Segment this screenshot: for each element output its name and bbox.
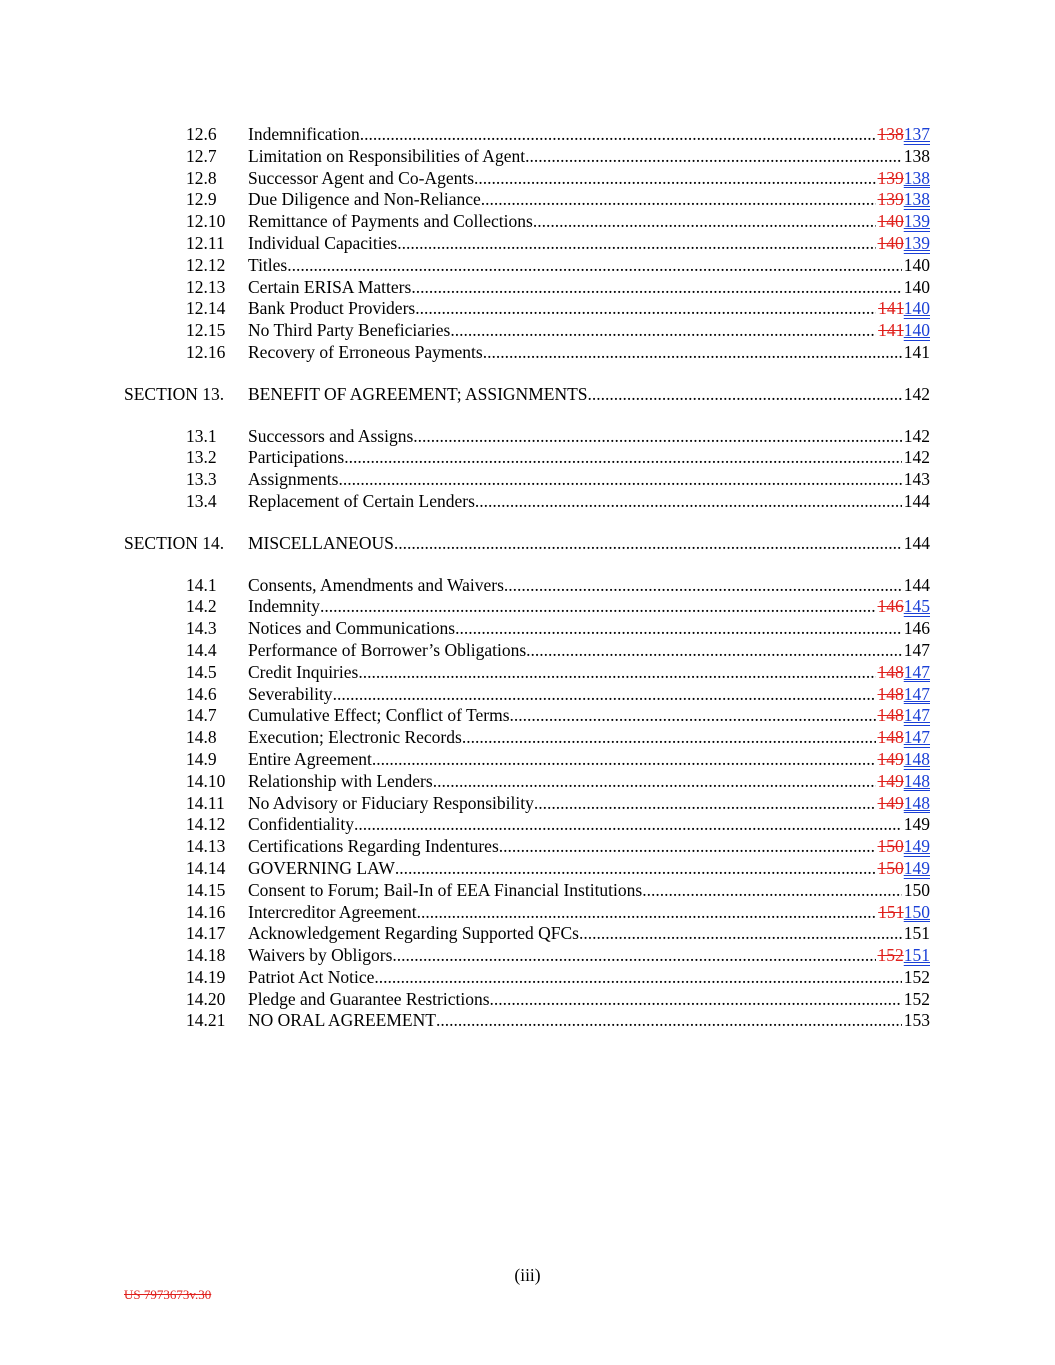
page-number: (iii) xyxy=(514,1265,541,1285)
inserted-page-number: 138 xyxy=(903,167,930,188)
toc-entry-title-text: Notices and Communications xyxy=(248,618,456,639)
toc-entry-page: 140 xyxy=(903,254,930,275)
toc-entry-title-text: Bank Product Providers xyxy=(248,298,416,319)
toc-entry-title xyxy=(248,146,930,168)
toc-entry-page: 144 xyxy=(903,574,930,595)
toc-entry-page xyxy=(876,596,931,618)
deleted-page-number: 150 xyxy=(877,857,904,878)
toc-entry-page: 149 xyxy=(903,814,930,835)
toc-entry-title xyxy=(248,880,930,902)
toc-entry-title xyxy=(248,814,930,836)
dot-leader xyxy=(433,771,930,793)
toc-entry-title-text: Intercreditor Agreement xyxy=(248,901,417,922)
toc-entry-page: 141 xyxy=(903,341,930,362)
toc-entry-title-text: Consent to Forum; Bail-In of EEA Financial Institutions xyxy=(248,879,643,900)
toc-entry-title xyxy=(248,640,930,662)
toc-entry-title xyxy=(248,749,930,771)
toc-entry-title xyxy=(248,124,930,146)
toc-entry-number: 13.1 xyxy=(186,425,217,446)
toc-entry-number: 12.8 xyxy=(186,167,217,188)
toc-entry-page xyxy=(876,858,931,880)
toc-entry-number: 12.9 xyxy=(186,189,217,210)
toc-entry xyxy=(0,793,1055,815)
dot-leader xyxy=(360,124,930,146)
dot-leader xyxy=(415,298,930,320)
dot-leader xyxy=(413,426,930,448)
toc-entry-number: 14.14 xyxy=(186,857,226,878)
toc-entry xyxy=(0,124,1055,146)
toc-entry-number: 12.6 xyxy=(186,124,217,144)
toc-entry xyxy=(0,902,1055,924)
dot-leader xyxy=(374,967,930,989)
dot-leader xyxy=(483,342,930,364)
toc-entry xyxy=(0,575,1055,597)
toc-entry-page: 144 xyxy=(903,490,930,511)
deleted-page-number: 152 xyxy=(877,945,904,966)
inserted-page-number: 150 xyxy=(903,901,930,922)
toc-entry-number: 14.1 xyxy=(186,574,217,595)
deleted-page-number: 149 xyxy=(877,770,904,791)
toc-entry-title-text: No Third Party Beneficiaries xyxy=(248,320,451,341)
toc-entry-title xyxy=(248,705,930,727)
toc-entry-title xyxy=(248,575,930,597)
toc-entry-title xyxy=(248,684,930,706)
toc-entry xyxy=(0,491,1055,513)
dot-leader xyxy=(338,469,930,491)
inserted-page-number: 148 xyxy=(903,792,930,813)
toc-entry-page xyxy=(876,749,931,771)
toc-entry xyxy=(0,989,1055,1011)
toc-entry-page: 142 xyxy=(903,425,930,446)
toc-entry-title xyxy=(248,662,930,684)
toc-entry-page: 151 xyxy=(903,923,930,944)
toc-entry-page xyxy=(876,705,931,727)
toc-entry-page: 144 xyxy=(903,532,930,553)
dot-leader xyxy=(333,684,930,706)
toc-entry-page: 140 xyxy=(903,276,930,297)
inserted-page-number: 149 xyxy=(903,836,930,857)
toc-entry-title xyxy=(248,384,930,406)
dot-leader xyxy=(475,491,930,513)
toc-entry xyxy=(0,662,1055,684)
toc-entry-title-text: Indemnity xyxy=(248,596,320,617)
toc-entry xyxy=(0,1010,1055,1032)
toc-entry-page xyxy=(876,793,931,815)
toc-entry xyxy=(0,640,1055,662)
dot-leader xyxy=(397,233,930,255)
dot-leader xyxy=(642,880,930,902)
toc-entry xyxy=(0,814,1055,836)
toc-entry-number: SECTION 13. xyxy=(124,383,225,404)
toc-entry-title-text: Waivers by Obligors xyxy=(248,945,393,966)
deleted-page-number: 141 xyxy=(878,320,904,341)
toc-entry-title-text: No Advisory or Fiduciary Responsibility xyxy=(248,792,534,813)
toc-entry-number: 12.10 xyxy=(186,211,226,232)
deleted-page-number: 140 xyxy=(877,232,904,253)
dot-leader xyxy=(525,146,930,168)
deleted-page-number: 151 xyxy=(878,901,904,922)
toc-entry-title-text: NO ORAL AGREEMENT xyxy=(248,1010,436,1031)
toc-entry-number: 14.7 xyxy=(186,705,217,726)
inserted-page-number: 147 xyxy=(903,727,930,748)
toc-entry-title xyxy=(248,491,930,513)
toc-entry-title-text: Recovery of Erroneous Payments xyxy=(248,341,483,362)
toc-entry-title-text: Execution; Electronic Records xyxy=(248,727,462,748)
table-of-contents xyxy=(0,124,1055,1032)
inserted-page-number: 138 xyxy=(903,189,930,210)
dot-leader xyxy=(504,575,930,597)
inserted-page-number: 148 xyxy=(903,770,930,791)
toc-entry-number: 12.12 xyxy=(186,254,226,275)
toc-entry-title-text: Remittance of Payments and Collections xyxy=(248,211,533,232)
toc-entry-page: 142 xyxy=(903,447,930,468)
deleted-page-number: 141 xyxy=(878,298,904,319)
toc-entry-page: 147 xyxy=(903,639,930,660)
toc-entry-title-text: Successor Agent and Co-Agents xyxy=(248,167,475,188)
deleted-page-number: 146 xyxy=(877,596,904,617)
toc-entry-page: 142 xyxy=(903,383,930,404)
toc-entry-title-text: Assignments xyxy=(248,469,339,490)
toc-entry xyxy=(0,233,1055,255)
dot-leader xyxy=(344,447,930,469)
inserted-page-number: 148 xyxy=(903,748,930,769)
document-id: US 7973673v.30 xyxy=(124,1287,212,1302)
toc-entry-title xyxy=(248,533,930,555)
toc-entry-title-text: Replacement of Certain Lenders xyxy=(248,490,475,511)
toc-entry-number: 14.5 xyxy=(186,661,217,682)
toc-entry-page xyxy=(876,771,931,793)
inserted-page-number: 139 xyxy=(903,232,930,253)
toc-entry xyxy=(0,727,1055,749)
toc-entry-title-text: Performance of Borrower’s Obligations xyxy=(248,639,527,660)
inserted-page-number: 147 xyxy=(903,705,930,726)
dot-leader xyxy=(462,727,930,749)
toc-entry-title-text: Titles xyxy=(248,254,288,275)
toc-entry xyxy=(0,189,1055,211)
toc-entry xyxy=(0,945,1055,967)
toc-entry xyxy=(0,469,1055,491)
toc-entry-number: 12.11 xyxy=(186,232,225,253)
toc-entry xyxy=(0,255,1055,277)
toc-entry xyxy=(0,211,1055,233)
toc-entry-title xyxy=(248,1010,930,1032)
dot-leader xyxy=(481,189,930,211)
toc-entry-page xyxy=(876,836,931,858)
dot-leader xyxy=(320,596,930,618)
toc-entry-number: 13.2 xyxy=(186,447,217,468)
toc-entry-title-text: Severability xyxy=(248,683,333,704)
inserted-page-number: 145 xyxy=(903,596,930,617)
deleted-page-number: 140 xyxy=(877,211,904,232)
toc-entry-title-text: Consents, Amendments and Waivers xyxy=(248,574,504,595)
toc-entry-number: 12.15 xyxy=(186,320,226,341)
toc-entry-title-text: Indemnification xyxy=(248,124,360,144)
deleted-page-number: 149 xyxy=(877,792,904,813)
toc-entry-page: 153 xyxy=(903,1010,930,1031)
toc-entry-page xyxy=(876,945,931,967)
toc-entry xyxy=(0,705,1055,727)
dot-leader xyxy=(411,277,930,299)
toc-section-heading xyxy=(0,384,1055,406)
dot-leader xyxy=(490,989,930,1011)
dot-leader xyxy=(450,320,930,342)
deleted-page-number: 148 xyxy=(877,661,904,682)
toc-entry-number: 14.4 xyxy=(186,639,217,660)
toc-entry-number: 14.17 xyxy=(186,923,226,944)
dot-leader xyxy=(372,749,930,771)
toc-entry xyxy=(0,447,1055,469)
inserted-page-number: 137 xyxy=(903,124,930,144)
dot-leader xyxy=(510,705,930,727)
toc-entry-title-text: Successors and Assigns xyxy=(248,425,414,446)
toc-entry-page: 150 xyxy=(903,879,930,900)
inserted-page-number: 139 xyxy=(903,211,930,232)
toc-entry xyxy=(0,168,1055,190)
toc-entry-page xyxy=(876,662,931,684)
toc-entry-title xyxy=(248,426,930,448)
toc-entry-page xyxy=(876,298,930,320)
toc-entry xyxy=(0,146,1055,168)
dot-leader xyxy=(287,255,930,277)
toc-entry-title-text: Participations xyxy=(248,447,345,468)
toc-entry-number: 14.8 xyxy=(186,727,217,748)
toc-entry-number: 12.7 xyxy=(186,145,217,166)
deleted-page-number: 139 xyxy=(877,167,904,188)
toc-entry xyxy=(0,298,1055,320)
inserted-page-number: 151 xyxy=(903,945,930,966)
toc-entry-title-text: Due Diligence and Non-Reliance xyxy=(248,189,481,210)
dot-leader xyxy=(436,1010,930,1032)
toc-entry xyxy=(0,749,1055,771)
toc-entry-title xyxy=(248,596,930,618)
toc-entry-page: 146 xyxy=(903,618,930,639)
toc-entry-title-text: GOVERNING LAW xyxy=(248,857,395,878)
toc-entry-number: 14.9 xyxy=(186,748,217,769)
dot-leader xyxy=(579,923,930,945)
deleted-page-number: 138 xyxy=(877,124,904,144)
toc-entry-title xyxy=(248,923,930,945)
toc-entry-title-text: Entire Agreement xyxy=(248,748,372,769)
toc-entry-title xyxy=(248,469,930,491)
toc-entry-number: 14.10 xyxy=(186,770,226,791)
dot-leader xyxy=(392,945,930,967)
toc-entry xyxy=(0,320,1055,342)
dot-leader xyxy=(499,836,930,858)
toc-entry-number: 12.16 xyxy=(186,341,226,362)
toc-entry-title-text: Credit Inquiries xyxy=(248,661,359,682)
toc-entry-number: 14.16 xyxy=(186,901,226,922)
dot-leader xyxy=(354,814,930,836)
toc-entry-page xyxy=(876,189,931,211)
toc-entry-page xyxy=(876,211,931,233)
toc-entry xyxy=(0,967,1055,989)
deleted-page-number: 139 xyxy=(877,189,904,210)
toc-entry-title-text: Relationship with Lenders xyxy=(248,770,433,791)
toc-entry xyxy=(0,771,1055,793)
toc-entry-number: 14.21 xyxy=(186,1010,226,1031)
toc-entry xyxy=(0,836,1055,858)
toc-entry-title-text: Certifications Regarding Indentures xyxy=(248,836,499,857)
toc-entry-title-text: Acknowledgement Regarding Supported QFCs xyxy=(248,923,579,944)
toc-entry-title-text: Limitation on Responsibilities of Agent xyxy=(248,145,526,166)
deleted-page-number: 148 xyxy=(877,705,904,726)
toc-entry-number: 14.11 xyxy=(186,792,225,813)
toc-entry-title-text: MISCELLANEOUS xyxy=(248,532,394,553)
toc-entry-number: 14.12 xyxy=(186,814,226,835)
toc-entry-page xyxy=(876,320,930,342)
toc-entry-page: 138 xyxy=(903,145,930,166)
toc-entry xyxy=(0,923,1055,945)
dot-leader xyxy=(417,902,930,924)
toc-entry-title xyxy=(248,189,930,211)
inserted-page-number: 140 xyxy=(903,320,930,341)
toc-entry-number: SECTION 14. xyxy=(124,532,225,553)
toc-entry-number: 14.6 xyxy=(186,683,217,704)
toc-entry-title-text: BENEFIT OF AGREEMENT; ASSIGNMENTS xyxy=(248,383,588,404)
toc-entry xyxy=(0,880,1055,902)
toc-entry-title-text: Cumulative Effect; Conflict of Terms xyxy=(248,705,510,726)
toc-entry-number: 14.15 xyxy=(186,879,226,900)
toc-entry xyxy=(0,618,1055,640)
toc-entry-number: 14.3 xyxy=(186,618,217,639)
toc-entry-title xyxy=(248,447,930,469)
toc-entry xyxy=(0,858,1055,880)
toc-entry-number: 14.20 xyxy=(186,988,226,1009)
toc-entry-title xyxy=(248,320,930,342)
toc-entry-title xyxy=(248,836,930,858)
dot-leader xyxy=(358,662,930,684)
toc-entry-title-text: Patriot Act Notice xyxy=(248,966,375,987)
toc-entry-page xyxy=(876,902,930,924)
toc-entry-title xyxy=(248,793,930,815)
toc-entry-number: 12.14 xyxy=(186,298,226,319)
toc-entry-title xyxy=(248,771,930,793)
toc-section-heading xyxy=(0,533,1055,555)
dot-leader xyxy=(455,618,930,640)
dot-leader xyxy=(533,211,930,233)
deleted-page-number: 148 xyxy=(877,683,904,704)
toc-entry-title xyxy=(248,342,930,364)
toc-entry-page: 152 xyxy=(903,988,930,1009)
toc-entry-page xyxy=(876,124,931,146)
toc-entry-page: 143 xyxy=(903,469,930,490)
toc-entry-title xyxy=(248,945,930,967)
toc-entry-title-text: Individual Capacities xyxy=(248,232,398,253)
toc-entry-title xyxy=(248,989,930,1011)
inserted-page-number: 147 xyxy=(903,683,930,704)
toc-entry-page xyxy=(876,684,931,706)
toc-entry-number: 12.13 xyxy=(186,276,226,297)
toc-entry-number: 14.2 xyxy=(186,596,217,617)
toc-entry-number: 14.18 xyxy=(186,945,226,966)
deleted-page-number: 149 xyxy=(877,748,904,769)
toc-entry-number: 13.3 xyxy=(186,469,217,490)
toc-entry-page: 152 xyxy=(903,966,930,987)
toc-entry-title xyxy=(248,618,930,640)
toc-entry-title-text: Certain ERISA Matters xyxy=(248,276,412,297)
toc-entry xyxy=(0,277,1055,299)
toc-entry-title xyxy=(248,211,930,233)
toc-entry-title-text: Pledge and Guarantee Restrictions xyxy=(248,988,490,1009)
toc-entry-page xyxy=(876,168,931,190)
toc-entry-title xyxy=(248,168,930,190)
toc-entry xyxy=(0,684,1055,706)
inserted-page-number: 147 xyxy=(903,661,930,682)
toc-entry-title xyxy=(248,277,930,299)
dot-leader xyxy=(526,640,930,662)
deleted-page-number: 148 xyxy=(877,727,904,748)
toc-entry-number: 14.13 xyxy=(186,836,226,857)
dot-leader xyxy=(394,533,930,555)
toc-entry-title xyxy=(248,727,930,749)
toc-entry-title xyxy=(248,967,930,989)
toc-entry-page xyxy=(876,233,931,255)
toc-entry xyxy=(0,426,1055,448)
toc-entry-title xyxy=(248,255,930,277)
inserted-page-number: 140 xyxy=(903,298,930,319)
deleted-page-number: 150 xyxy=(877,836,904,857)
toc-entry-title xyxy=(248,858,930,880)
dot-leader xyxy=(534,793,930,815)
inserted-page-number: 149 xyxy=(903,857,930,878)
toc-entry-title-text: Confidentiality xyxy=(248,814,354,835)
dot-leader xyxy=(395,858,930,880)
dot-leader xyxy=(474,168,930,190)
toc-entry-title xyxy=(248,233,930,255)
toc-entry-page xyxy=(876,727,931,749)
toc-entry-number: 13.4 xyxy=(186,490,217,511)
toc-entry xyxy=(0,342,1055,364)
toc-entry-number: 14.19 xyxy=(186,966,226,987)
toc-entry-title xyxy=(248,298,930,320)
dot-leader xyxy=(588,384,930,406)
toc-entry-title xyxy=(248,902,930,924)
toc-entry xyxy=(0,596,1055,618)
